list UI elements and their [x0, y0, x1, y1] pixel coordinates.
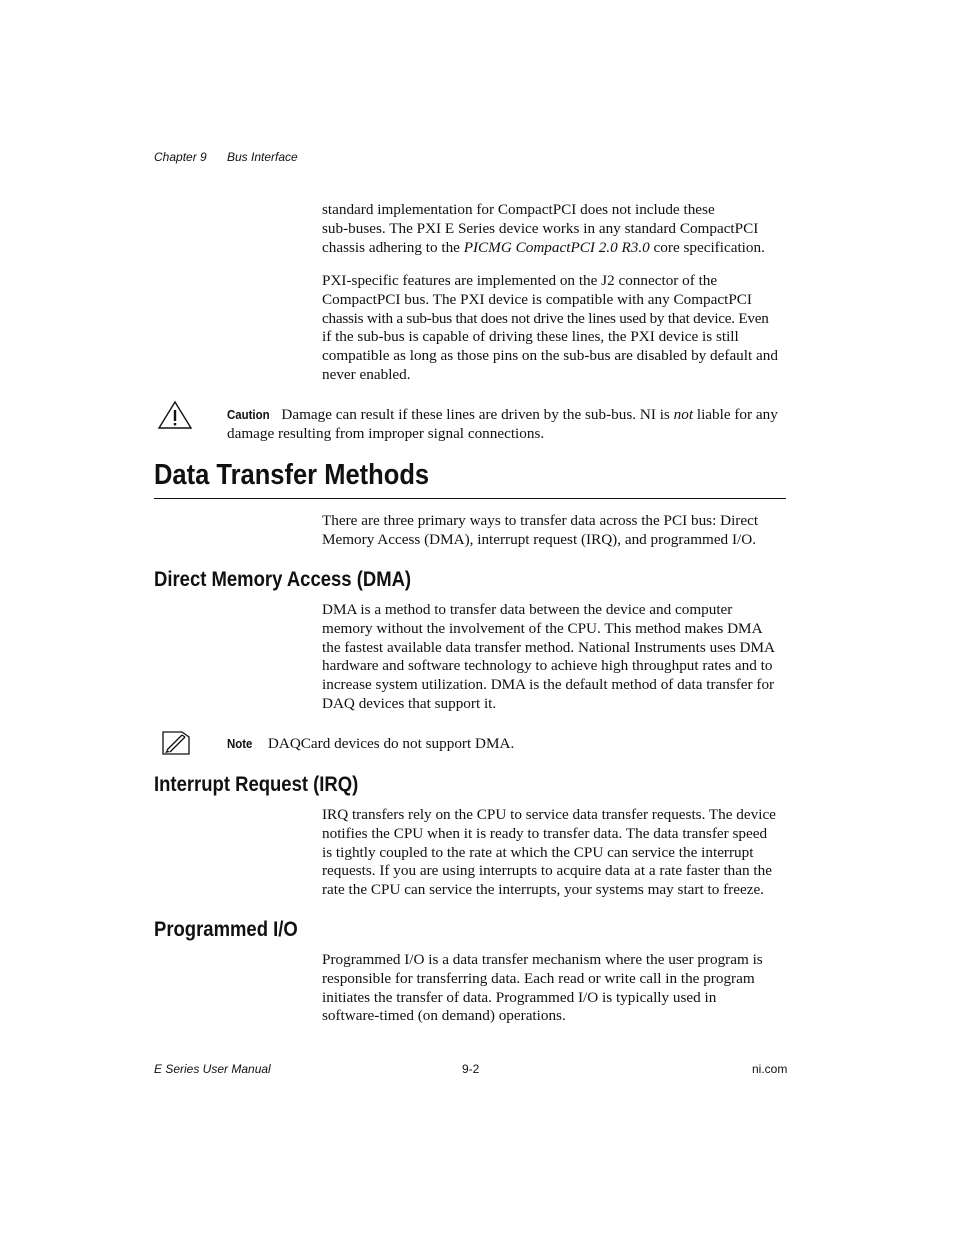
text-line: PXI-specific features are implemented on the J2 connector of the: [322, 272, 718, 289]
text-line: notifies the CPU when it is ready to transfer data. The data transfer speed: [322, 824, 768, 842]
text-line: requests. If you are using interrupts to acquire data at a rate faster than the: [322, 862, 772, 880]
intro-paragraph-1: [322, 201, 792, 257]
section-title: Data Transfer Methods: [154, 459, 430, 491]
section-intro: [322, 512, 792, 550]
intro-paragraph-2: [322, 272, 792, 385]
caution-block: [227, 406, 797, 444]
text-line: sub-buses. The PXI E Series device works in any standard CompactPCI: [322, 219, 759, 237]
text-line: is tightly coupled to the rate at which the CPU can service the interrupt: [322, 843, 754, 861]
page-number: 9-2: [462, 1062, 480, 1076]
text-line: never enabled.: [322, 365, 411, 383]
text-line: responsible for transferring data. Each read or write call in the program: [322, 969, 755, 987]
irq-heading: Interrupt Request (IRQ): [154, 773, 359, 796]
note-label: Note: [227, 736, 253, 751]
caution-label: Caution: [227, 407, 270, 422]
text-line: chassis adhering to the PICMG CompactPCI 2.0 R3.0 core specification.: [322, 238, 765, 256]
text-line: IRQ transfers rely on the CPU to service data transfer requests. The device: [322, 806, 776, 823]
text-line: Memory Access (DMA), interrupt request (IRQ), and programmed I/O.: [322, 530, 756, 548]
running-header-section: Bus Interface: [227, 150, 298, 164]
running-header-chapter: Chapter 9: [154, 150, 207, 164]
irq-paragraph: [322, 806, 792, 900]
spec-name: PICMG CompactPCI 2.0 R3.0: [463, 238, 650, 256]
pio-heading: Programmed I/O: [154, 918, 298, 941]
text-line: if the sub-bus is capable of driving these lines, the PXI device is still: [322, 328, 739, 346]
text-line: memory without the involvement of the CPU. This method makes DMA: [322, 619, 763, 637]
text-line: There are three primary ways to transfer data across the PCI bus: Direct: [322, 512, 759, 529]
note-pencil-icon: [160, 729, 192, 757]
footer-manual-title: E Series User Manual: [154, 1062, 271, 1076]
dma-heading: Direct Memory Access (DMA): [154, 568, 412, 591]
footer-site-link[interactable]: ni.com: [752, 1062, 788, 1076]
text-line: DAQ devices that support it.: [322, 694, 497, 712]
text-line: DMA is a method to transfer data between the device and computer: [322, 601, 733, 618]
text-line: initiates the transfer of data. Programmed I/O is typically used in: [322, 988, 717, 1006]
text-line: Caution Damage can result if these lines are driven by the sub-bus. NI is not liable for any: [227, 406, 778, 423]
text-line: compatible as long as those pins on the sub-bus are disabled by default and: [322, 347, 778, 365]
text-line: CompactPCI bus. The PXI device is compatible with any CompactPCI: [322, 290, 752, 308]
section-rule: [154, 498, 786, 499]
warning-triangle-icon: [157, 400, 193, 430]
dma-paragraph: [322, 601, 792, 714]
text-line: chassis with a sub-bus that does not drive the lines used by that device. Even: [322, 309, 769, 327]
text-line: damage resulting from improper signal connections.: [227, 424, 545, 442]
pio-paragraph: [322, 951, 792, 1026]
text-line: Programmed I/O is a data transfer mechanism where the user program is: [322, 951, 763, 968]
note-block: [227, 735, 787, 754]
text-line: hardware and software technology to achieve high throughput rates and to: [322, 657, 773, 675]
text-line: the fastest available data transfer method. National Instruments uses DMA: [322, 638, 775, 656]
text-line: Note DAQCard devices do not support DMA.: [227, 735, 515, 752]
text-line: standard implementation for CompactPCI does not include these: [322, 201, 715, 218]
text-line: software-timed (on demand) operations.: [322, 1007, 566, 1025]
text-line: increase system utilization. DMA is the default method of data transfer for: [322, 676, 775, 694]
text-line: rate the CPU can service the interrupts, your systems may start to freeze.: [322, 881, 764, 899]
